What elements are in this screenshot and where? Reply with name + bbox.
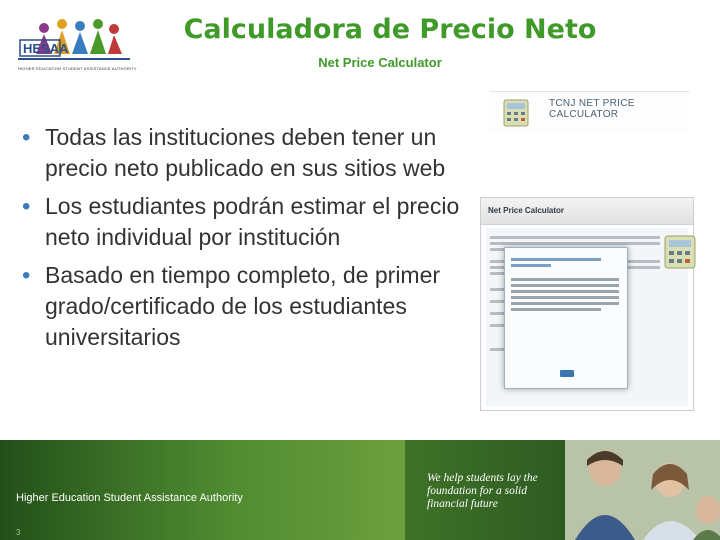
footer-band xyxy=(0,440,720,540)
bullet-item xyxy=(16,260,476,353)
dialog-link-line xyxy=(511,264,551,267)
footer-tagline-area xyxy=(405,440,565,540)
logo-caption: HIGHER EDUCATION STUDENT ASSISTANCE AUTHORITY xyxy=(18,66,137,71)
graduates-logo-icon xyxy=(14,14,134,66)
dialog-text-line xyxy=(511,284,619,287)
bullet-item xyxy=(16,191,476,253)
tagline-line: foundation for a solid xyxy=(427,485,527,497)
text-line xyxy=(490,236,660,239)
hesaa-logo xyxy=(14,14,137,76)
dialog-text-line xyxy=(511,296,619,299)
footer-left xyxy=(0,440,410,540)
panel-title: Net Price Calculator xyxy=(488,206,565,215)
text-line xyxy=(490,242,660,245)
bullet-text: Los estudiantes podrán estimar el precio neto individual por institución xyxy=(45,193,460,250)
calculator-banner xyxy=(489,91,689,132)
bullet-dot-icon: • xyxy=(22,193,31,220)
bullet-text: Basado en tiempo completo, de primer grado/certificado de los estudiantes universitarios xyxy=(45,262,441,350)
bullet-item xyxy=(16,122,476,184)
calculator-icon xyxy=(662,234,698,270)
panel-header xyxy=(481,198,693,225)
students-photo xyxy=(565,440,720,540)
slide-subtitle: Net Price Calculator xyxy=(318,55,442,70)
dialog-text-line xyxy=(511,302,619,305)
dialog-ok-button xyxy=(560,370,574,377)
slide-title: Calculadora de Precio Neto xyxy=(183,14,597,45)
tagline-line: financial future xyxy=(427,498,498,510)
bullet-list xyxy=(16,122,476,360)
banner-label: TCNJ NET PRICE CALCULATOR xyxy=(549,98,635,120)
dialog-text-line xyxy=(511,308,601,311)
dialog-text-line xyxy=(511,278,619,281)
bullet-dot-icon: • xyxy=(22,124,31,151)
tagline-line: We help students lay the xyxy=(427,472,538,484)
bullet-dot-icon: • xyxy=(22,262,31,289)
page-number: 3 xyxy=(16,528,21,537)
calculator-icon xyxy=(501,98,531,128)
footer-organization: Higher Education Student Assistance Authority xyxy=(16,492,243,504)
dialog-link-line xyxy=(511,258,601,261)
welcome-dialog xyxy=(504,247,628,389)
students-photo-image xyxy=(565,440,720,540)
dialog-text-line xyxy=(511,290,619,293)
logo-text: HESAA xyxy=(23,41,69,56)
bullet-text: Todas las instituciones deben tener un precio neto publicado en sus sitios web xyxy=(45,124,446,181)
footer-tagline xyxy=(427,472,557,511)
